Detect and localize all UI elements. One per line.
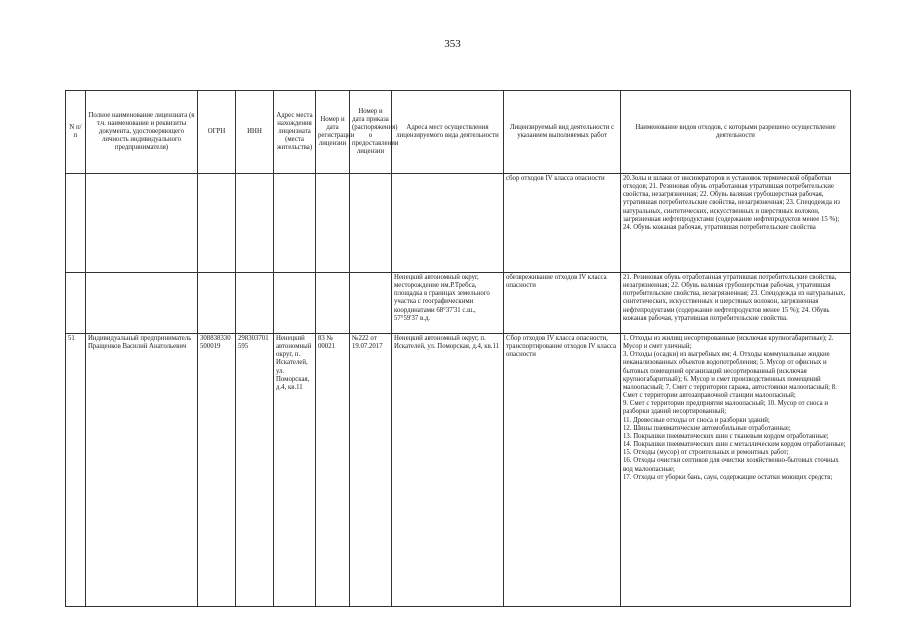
- cell-address: [274, 174, 316, 273]
- header-row: [66, 91, 851, 174]
- cell-activity-type: обезвреживание отходов IV класса опасности: [504, 273, 621, 334]
- cell-name: [86, 174, 198, 273]
- table-row: [66, 174, 851, 273]
- cell-inn: 298303701595: [236, 334, 274, 607]
- table-row: [66, 273, 851, 334]
- header-waste-types: Наименование видов отходов, с которыми разрешено осуществление деятельности: [621, 91, 851, 174]
- cell-address: Ненецкий автономный округ, п. Искателей, ул. Поморская, д.4, кв.11: [274, 334, 316, 607]
- header-inn: ИНН: [236, 91, 274, 174]
- cell-reg-number: [316, 273, 350, 334]
- cell-activity-type: Сбор отходов IV класса опасности, транспортирование отходов IV класса опасности: [504, 334, 621, 607]
- header-activity-type: Лицензируемый вид деятельности с указанием выполняемых работ: [504, 91, 621, 174]
- cell-name: Индивидуальный предприниматель Пращенков Василий Анатольевич: [86, 334, 198, 607]
- cell-inn: [236, 273, 274, 334]
- cell-activity-type: сбор отходов IV класса опасности: [504, 174, 621, 273]
- license-registry-table: [65, 90, 851, 607]
- cell-num: [66, 174, 86, 273]
- header-address: Адрес места нахождения лицензиата (места жительства): [274, 91, 316, 174]
- cell-waste-types: 20.Золы и шлаки от инсинераторов и установок термической обработки отходов; 21. Резиновая обувь отработанная утратившая потребительские свойства, незагрязненная; 22. Обувь валяная грубошерстная рабочая, утратившая потребительские свойства, незагрязненная; 23. Спецодежда из натуральных, синтетических, искусственных и шерстяных волокон, загрязненная нефтепродуктами (содержание нефтепродуктов менее 15 %); 24. Обувь кожаная рабочая, утратившая потребительские свойства: [621, 174, 851, 273]
- cell-order: №222 от 19.07.2017: [350, 334, 392, 607]
- header-ogrn: ОГРН: [198, 91, 236, 174]
- cell-num: 51: [66, 334, 86, 607]
- cell-order: [350, 174, 392, 273]
- cell-activity-address: Ненецкий автономный округ, п. Искателей, ул. Поморская, д.4, кв.11: [392, 334, 504, 607]
- page-number: 353: [444, 38, 461, 50]
- header-activity-address: Адреса мест осуществления лицензируемого вида деятельности: [392, 91, 504, 174]
- cell-name: [86, 273, 198, 334]
- cell-reg-number: [316, 174, 350, 273]
- cell-num: [66, 273, 86, 334]
- header-reg-number: Номер и дата регистрации лицензии: [316, 91, 350, 174]
- header-order: Номер и дата приказа (распоряжения) о предоставлении лицензии: [350, 91, 392, 174]
- header-name: Полное наименование лицензиата (в т.ч. наименование и реквизиты документа, удостоверяющего личность индивидуального предпринимателя): [86, 91, 198, 174]
- table-row: [66, 334, 851, 607]
- cell-activity-address: [392, 174, 504, 273]
- cell-ogrn: 308838330500019: [198, 334, 236, 607]
- cell-order: [350, 273, 392, 334]
- cell-reg-number: 83 № 00021: [316, 334, 350, 607]
- cell-ogrn: [198, 174, 236, 273]
- cell-activity-address: Ненецкий автономный округ, месторождение им.Р.Требса, площадка в границах земельного участка с географическими координатами 68°37'31 с.ш., 57°59'37 в.д.: [392, 273, 504, 334]
- cell-address: [274, 273, 316, 334]
- header-num: N п/п: [66, 91, 86, 174]
- cell-waste-types: 1. Отходы из жилищ несортированные (исключая крупногабаритные); 2. Мусор и смет уличный; 3. Отходы (осадки) из выгребных ям; 4. Отходы коммунальные жидкие неканализованных объектов водопотребления; 5. Мусор от офисных и бытовых помещений организаций несортированный (исключая крупногабаритный); 6. Мусор и смет производственных помещений малоопасный; 7. Смет с территории гаража, автостоянки малоопасный; 8. Смет с территории автозаправочной станции малоопасный; 9. Смет с территории предприятия малоопасный; 10. Мусор от сноса и разборки зданий несортированный; 11. Древесные отходы от сноса и разборки зданий; 12. Шины пневматические автомобильные отработанные; 13. Покрышки пневматических шин с тканевым кордом отработанные; 14. Покрышки пневматических шин с металлическим кордом отработанные; 15. Отходы (мусор) от строительных и ремонтных работ; 16. Отходы очистки септиков для очистки хозяйственно-бытовых сточных вод малоопасные; 17. Отходы от уборки бань, саун, содержащие остатки моющих средств;: [621, 334, 851, 607]
- cell-inn: [236, 174, 274, 273]
- cell-waste-types: 21. Резиновая обувь отработанная утратившая потребительские свойства, незагрязненная; 22. Обувь валяная грубошерстная рабочая, утратившая потребительские свойства, незагрязненная; 23. Спецодежда из натуральных, синтетических, искусственных и шерстяных волокон, загрязненная нефтепродуктами (содержание нефтепродуктов менее 15 %); 24. Обувь кожаная рабочая, утратившая потребительские свойства.: [621, 273, 851, 334]
- cell-ogrn: [198, 273, 236, 334]
